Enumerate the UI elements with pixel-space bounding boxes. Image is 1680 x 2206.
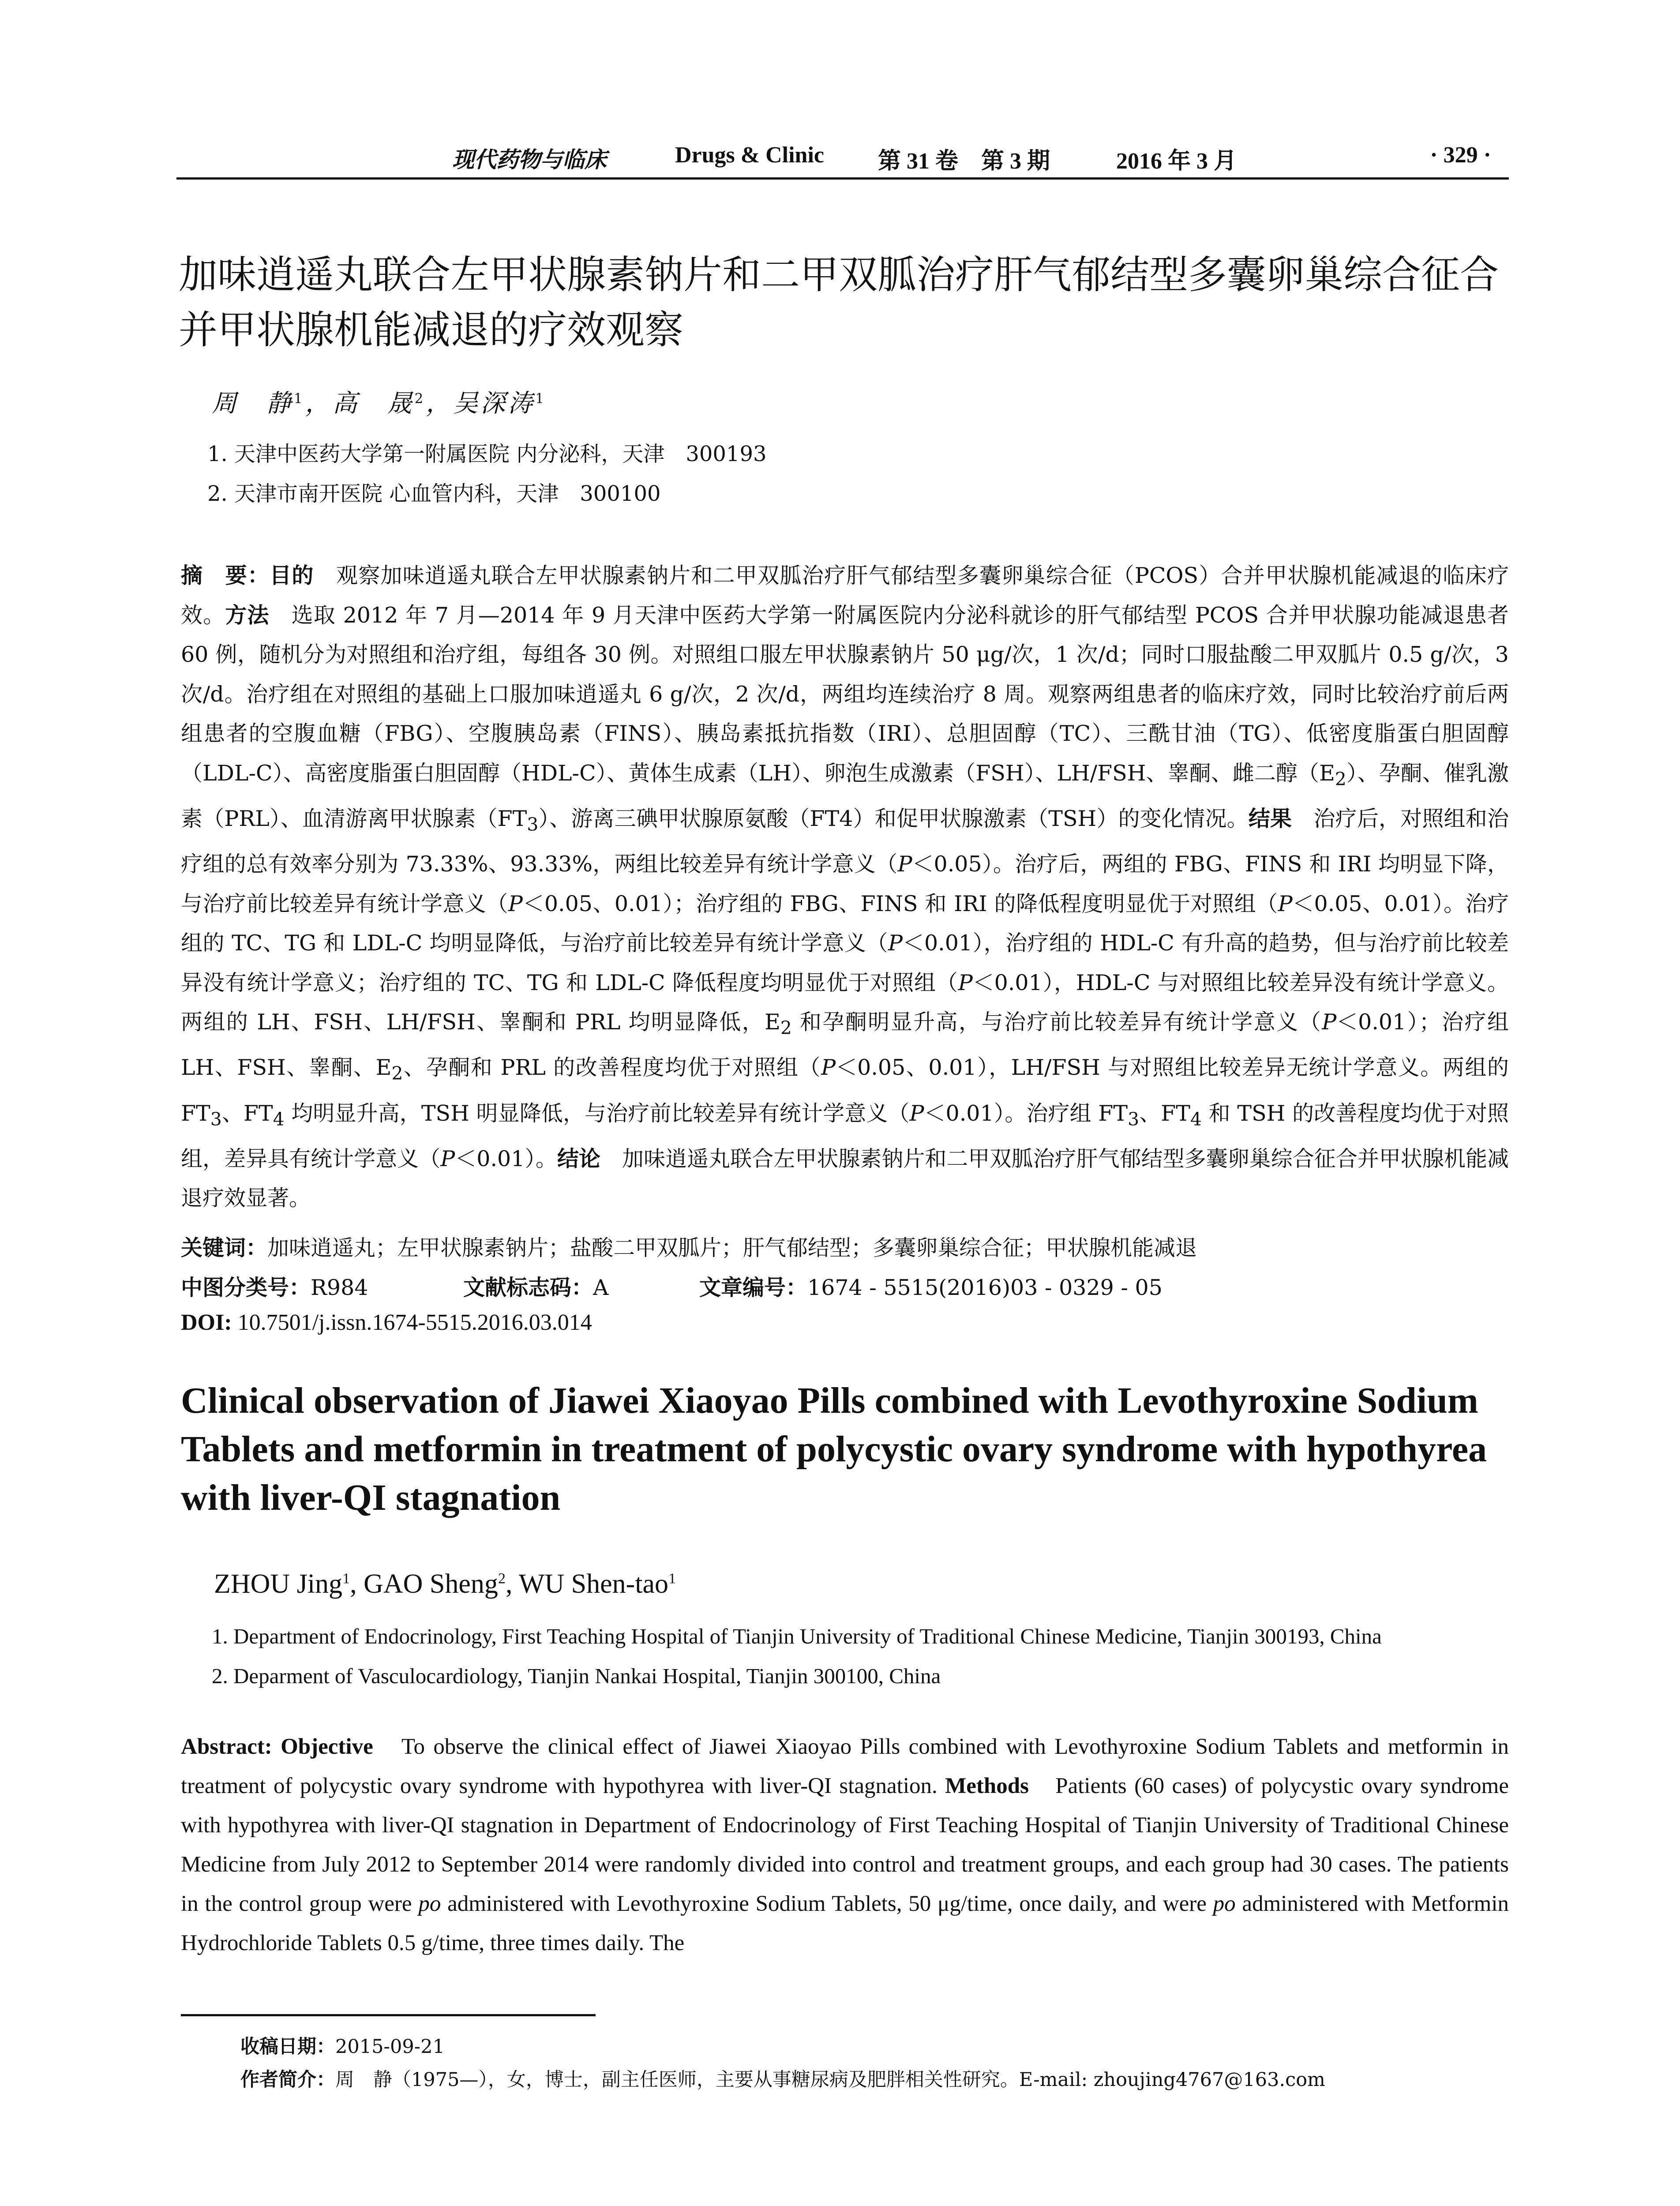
author-bio [240,2065,1325,2092]
classification-row [181,1271,1509,1302]
issue-date: 2016 年 3 月 [1116,149,1237,174]
methods-label: Methods [945,1774,1029,1798]
methods-text: ）、孕酮、催乳激素（PRL）、血清游离甲状腺素（FT [181,760,1509,831]
author-name: 吴深涛 [453,389,536,418]
author-bio-text: 周 静（1975—），女，博士，副主任医师，主要从事糖尿病及肥胖相关性研究。E-mail: zhoujing4767@163.com [335,2069,1325,2091]
affiliation-cn: 1. 天津中医药大学第一附属医院 内分泌科，天津 300193 [207,442,767,466]
abstract-cn [181,556,1509,1218]
conclusion-text: 加味逍遥丸联合左甲状腺素钠片和二甲双胍治疗肝气郁结型多囊卵巢综合征合并甲状腺机能减退疗效显著。 [181,1146,1509,1211]
methods-text: administered with Levothyroxine Sodium Tablets, 50 μg/time, once daily, and were [441,1891,1213,1916]
doc-code [463,1271,608,1302]
abstract-label: Abstract: [181,1734,272,1759]
page-number: · 329 · [1430,143,1491,168]
author-name: 周 静 [212,389,294,418]
author-affiliation-mark: 1 [668,1570,676,1587]
author-name: GAO Sheng [364,1569,498,1599]
subscript: 4 [1190,1108,1202,1130]
results-text: ＜0.01），治疗组的 HDL-C 有升高的趋势，但与治疗前比较差异没有统计学意义；治疗组的 TC、TG 和 LDL-C 降低程度均明显优于对照组（ [181,930,1509,995]
author-name: WU Shen-tao [518,1569,669,1599]
results-text: 治疗后，对照组和治疗组的总有效率分别为 73.33%、93.33%，两组比较差异有统计学意义（ [181,806,1509,877]
results-text: 均明显升高，TSH 明显降低，与治疗前比较差异有统计学意义（ [284,1100,910,1126]
results-text: 和 TSH 的改善程度均优于对照组，差异具有统计学意义（ [181,1100,1509,1171]
subscript: 4 [273,1108,285,1130]
subscript: 3 [210,1108,222,1130]
subscript: 3 [1128,1108,1140,1130]
results-text: ＜0.01）。治疗组 FT [924,1100,1128,1126]
p-symbol: P [440,1146,455,1171]
p-symbol: P [958,970,973,995]
keywords-cn [181,1231,1509,1262]
abstract-en [181,1727,1509,1963]
results-label: 结果 [1248,806,1292,831]
results-text: ＜0.05、0.01）；治疗组的 FBG、FINS 和 IRI 的降低程度明显优于对照组（ [522,891,1278,916]
article-number [699,1271,1162,1302]
subscript: 3 [527,814,539,835]
title-en: Clinical observation of Jiawei Xiaoyao Pills combined with Levothyroxine Sodium Tablets and metformin in treatment of polycystic ovary syndrome with hypothyrea with liver-QI stagnation [181,1380,1487,1518]
methods-text: Patients (60 cases) of polycystic ovary syndrome with hypothyrea with liver-QI stagnation in Department of Endocrinology of First Teaching Hospital of Tianjin University of Traditional Chinese Medicine from July 2012 to September 2014 were randomly divided into control and treatment groups, and each group had 30 cases. The patients in the control group were [181,1774,1509,1916]
p-symbol: P [821,1055,836,1080]
keywords-text: 加味逍遥丸；左甲状腺素钠片；盐酸二甲双胍片；肝气郁结型；多囊卵巢综合征；甲状腺机能减退 [267,1235,1197,1261]
doc-code-value: A [593,1275,609,1300]
author-affiliation-mark: 2 [414,390,426,407]
author-affiliation-mark: 2 [498,1570,506,1587]
p-symbol: P [508,891,523,916]
volume-issue: 第 31 卷 第 3 期 [878,149,1050,174]
author-separator: , [350,1569,364,1599]
po-term: po [418,1891,441,1916]
objective-label: 目的 [270,563,314,588]
clc-value: R984 [311,1275,368,1300]
results-text: 、FT [221,1100,273,1126]
results-text: 、FT [1139,1100,1190,1126]
title-cn: 加味逍遥丸联合左甲状腺素钠片和二甲双胍治疗肝气郁结型多囊卵巢综合征合并甲状腺机能减退的疗效观察 [179,252,1499,353]
results-text: ＜0.05、0.01）。治疗组的 TC、TG 和 LDL-C 均明显降低，与治疗前比较差异有统计学意义（ [181,891,1509,956]
p-symbol: P [1278,891,1293,916]
results-text: ＜0.01）；治疗组 LH、FSH、睾酮、E [181,1009,1509,1080]
results-text: ＜0.05、0.01），LH/FSH 与对照组比较差异无统计学意义。两组的 FT [181,1055,1509,1126]
abstract-label: 摘 要： [181,563,270,588]
doc-code-label: 文献标志码： [463,1275,593,1300]
objective-text: 观察加味逍遥丸联合左甲状腺素钠片和二甲双胍治疗肝气郁结型多囊卵巢综合征（PCOS）合并甲状腺机能减退的临床疗效。 [181,563,1509,628]
author-affiliation-mark: 1 [294,390,305,407]
methods-label: 方法 [225,602,270,628]
authors-cn [212,384,547,419]
p-symbol: P [897,852,912,877]
doi-row [181,1309,1509,1336]
authors-en [214,1568,676,1600]
doi-label: DOI: [181,1310,232,1335]
author-name: 高 晟 [332,389,415,418]
received-date [240,2032,445,2059]
affiliation-cn: 2. 天津市南开医院 心血管内科，天津 300100 [207,481,661,506]
results-text: ＜0.05）。治疗后，两组的 FBG、FINS 和 IRI 均明显下降，与治疗前比较差异有统计学意义（ [181,852,1509,916]
doi-value: 10.7501/j.issn.1674-5515.2016.03.014 [232,1310,592,1335]
methods-text: ）、游离三碘甲状腺原氨酸（FT4）和促甲状腺激素（TSH）的变化情况。 [538,806,1249,831]
running-header [176,142,1509,180]
author-name: ZHOU Jing [214,1569,343,1599]
author-bio-label: 作者简介： [240,2069,335,2091]
objective-label: Objective [281,1734,373,1759]
results-text: ＜0.01），HDL-C 与对照组比较差异没有统计学意义。两组的 LH、FSH、LH/FSH、睾酮和 PRL 均明显降低，E [181,970,1509,1035]
po-term: po [1213,1891,1236,1916]
journal-name-cn: 现代药物与临床 [452,147,607,172]
received-value: 2015-09-21 [335,2036,445,2058]
subscript: 2 [391,1063,403,1084]
article-no-value: 1674 - 5515(2016)03 - 0329 - 05 [807,1275,1162,1300]
p-symbol: P [909,1100,924,1126]
methods-text: administered with Metformin Hydrochloride Tablets 0.5 g/time, three times daily. The [181,1891,1509,1955]
subscript: 2 [1335,768,1346,790]
affiliation-en: 1. Department of Endocrinology, First Teaching Hospital of Tianjin University of Traditional Chinese Medicine, Tianjin 300193, China [212,1624,1382,1648]
results-text: 、孕酮和 PRL 的改善程度均优于对照组（ [403,1055,821,1080]
affiliation-en: 2. Deparment of Vasculocardiology, Tianjin Nankai Hospital, Tianjin 300100, China [212,1664,941,1688]
clc-label: 中图分类号： [181,1275,311,1300]
author-separator: ， [305,389,333,418]
keywords-label: 关键词： [181,1235,268,1261]
article-no-label: 文章编号： [699,1275,808,1300]
results-text: 和孕酮明显升高，与治疗前比较差异有统计学意义（ [791,1009,1322,1035]
received-label: 收稿日期： [240,2036,335,2058]
results-text: ＜0.01）。 [455,1146,557,1171]
footnote-divider [181,2014,596,2016]
author-separator: , [505,1569,519,1599]
p-symbol: P [1322,1009,1337,1035]
conclusion-label: 结论 [557,1146,601,1171]
methods-text: 选取 2012 年 7 月—2014 年 9 月天津中医药大学第一附属医院内分泌科就诊的肝气郁结型 PCOS 合并甲状腺功能减退患者 60 例，随机分为对照组和治疗组，每组各 30 例。对照组口服左甲状腺素钠片 50 μg/次，1 次/d；同时口服盐酸二甲双胍片 0.5 g/次，3 次/d。治疗组在对照组的基础上口服加味逍遥丸 6 g/次，2 次/d，两组均连续治疗 8 周。观察两组患者的临床疗效，同时比较治疗前后两组患者的空腹血糖（FBG）、空腹胰岛素（FINS）、胰岛素抵抗指数（IRI）、总胆固醇（TC）、三酰甘油（TG）、低密度脂蛋白胆固醇（LDL-C）、高密度脂蛋白胆固醇（HDL-C）、黄体生成素（LH）、卵泡生成激素（FSH）、LH/FSH、睾酮、雌二醇（E [181,602,1509,786]
journal-name-en: Drugs & Clinic [675,143,824,168]
author-affiliation-mark: 1 [342,1570,350,1587]
p-symbol: P [888,930,903,956]
author-separator: ， [426,389,454,418]
subscript: 2 [780,1017,792,1039]
author-affiliation-mark: 1 [535,390,547,407]
objective-text: To observe the clinical effect of Jiawei Xiaoyao Pills combined with Levothyroxine Sodium Tablets and metformin in treatment of polycystic ovary syndrome with hypothyrea with liver-QI stagnation. [181,1734,1509,1798]
